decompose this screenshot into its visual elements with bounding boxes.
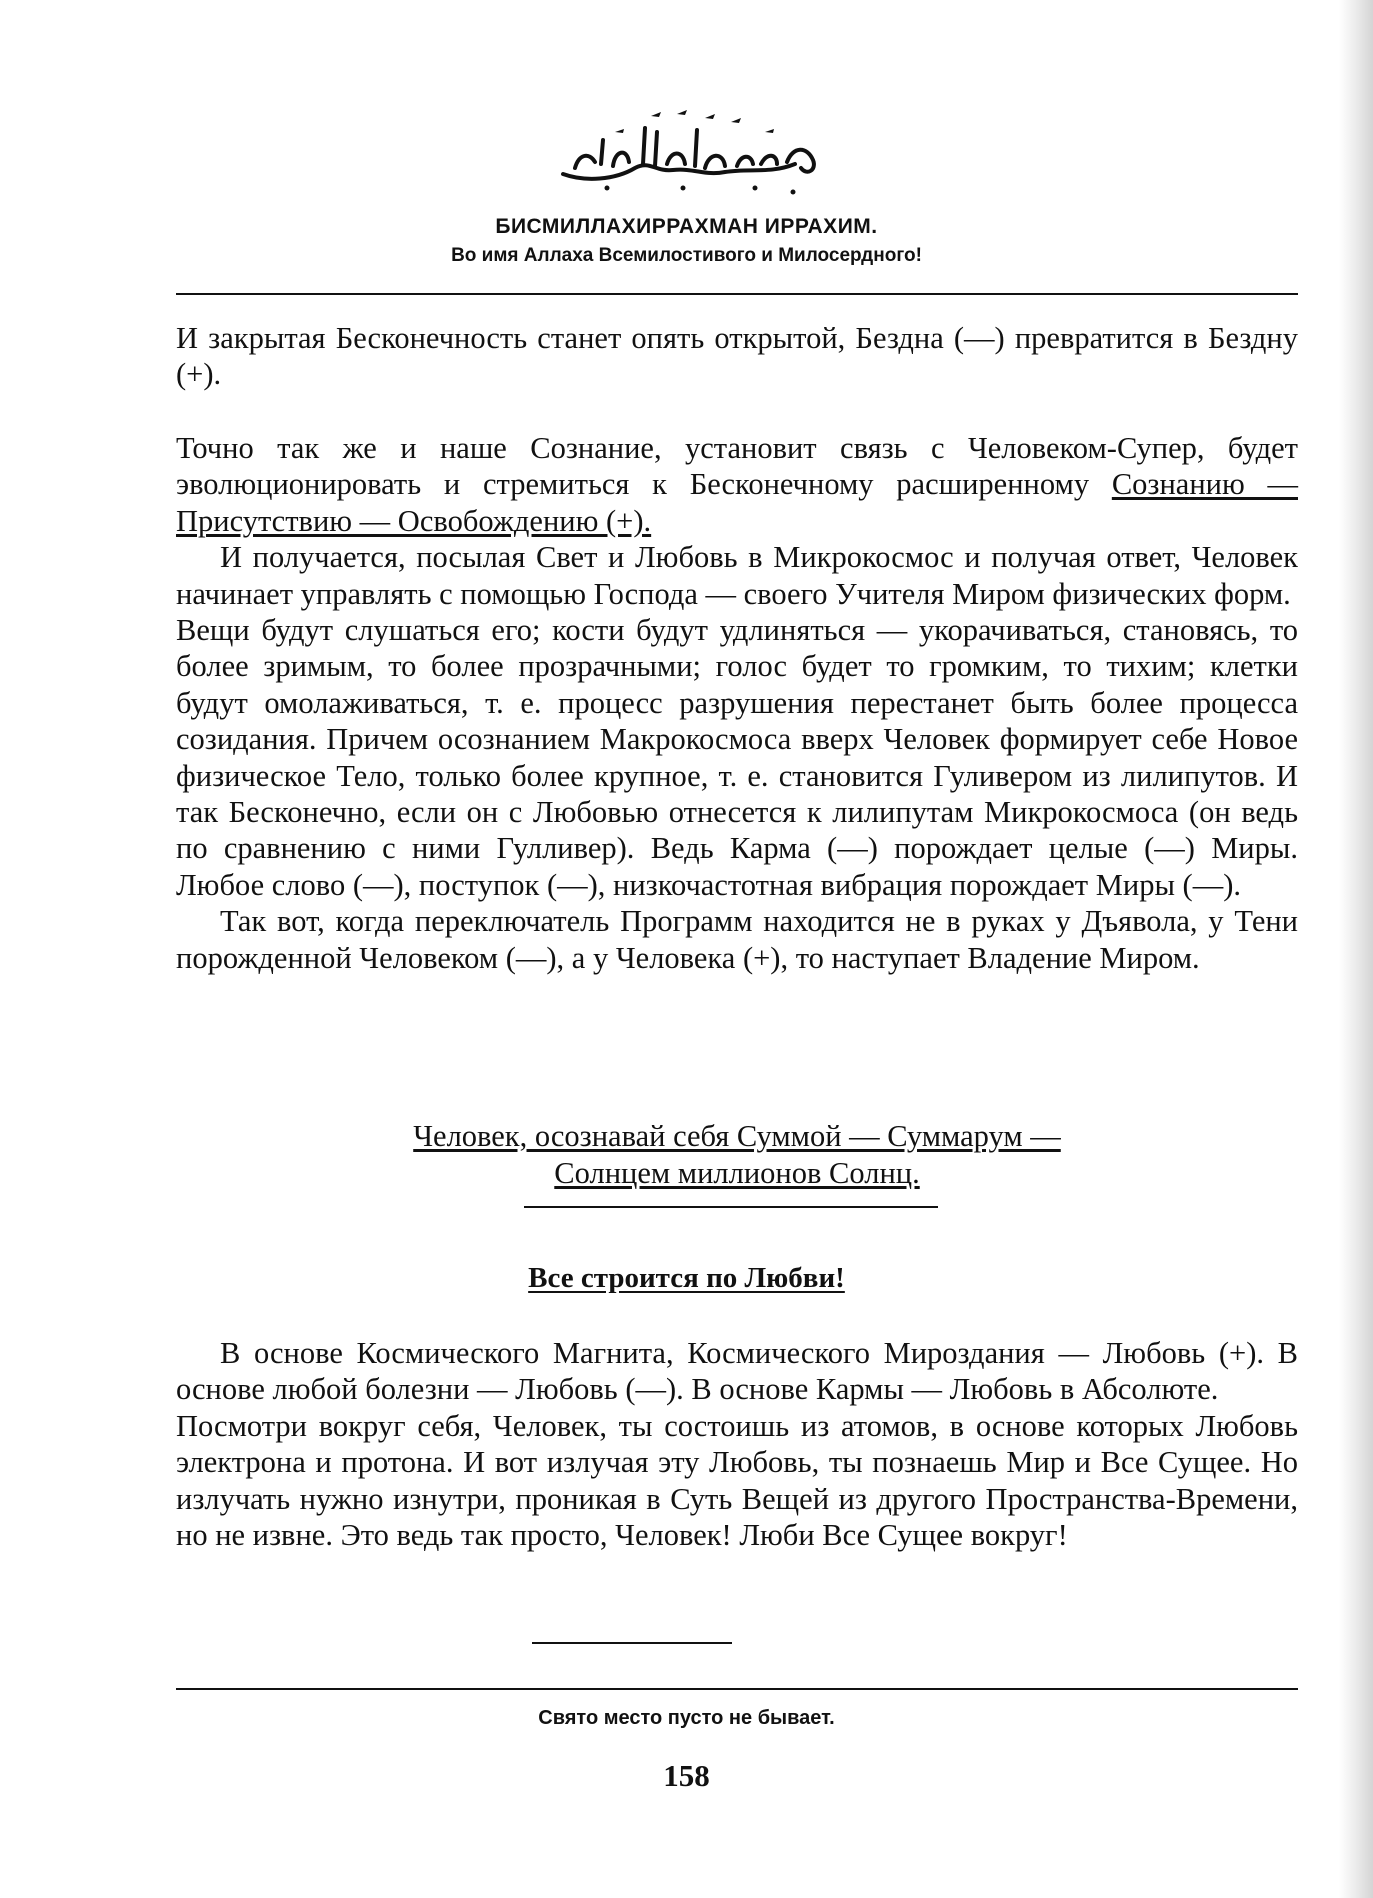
paragraph-2 xyxy=(176,430,1298,976)
basmala-calligraphy-icon xyxy=(555,102,825,202)
header-rule xyxy=(176,293,1298,295)
paragraph-plain-text: Точно так же и наше Сознание, установит связь с Человеком-Супер, будет эволюционировать и стремиться к Бесконечному расширенному xyxy=(176,431,1298,502)
section-divider xyxy=(524,1206,938,1208)
paragraph-text: И закрытая Бесконечность станет опять открытой, Бездна (—) превратится в Бездну (+). xyxy=(176,321,1298,392)
paragraph-4: Вещи будут слушаться его; кости будут удлиняться — укорачиваться, становясь, то более зримым, то более прозрачными; голос будет то громким, то тихим; клетки будут омолаживаться, т. е. процесс разрушения перестанет быть более процесса созидания. Причем осознанием Макрокосмоса вверх Человек формирует себе Новое физическое Тело, только более крупное, т. е. становится Гуливером из лилипутов. И так Бесконечно, если он с Любовью отнесется к лилипутам Микрокосмоса (он ведь по сравнению с ними Гулливер). Ведь Карма (—) порождает целые (—) Миры. Любое слово (—), поступок (—), низкочастотная вибрация порождает Миры (—). xyxy=(176,613,1298,902)
paragraph-text xyxy=(176,430,1298,539)
motto-text: Человек, осознавай себя Суммой — Суммарум — xyxy=(413,1119,1061,1153)
page-edge-shadow xyxy=(1339,0,1373,1898)
page-number: 158 xyxy=(663,1758,710,1793)
footer-rule xyxy=(176,1688,1298,1690)
header-title: БИСМИЛЛАХИРРАХМАН ИРРАХИМ. xyxy=(495,215,878,238)
section-title: Все строится по Любви! xyxy=(528,1262,845,1294)
motto-line-1 xyxy=(176,1118,1298,1154)
paragraph-3: И получается, посылая Свет и Любовь в Микрокосмос и получая ответ, Человек начинает управлять с помощью Господа — своего Учителя Миром физических форм. xyxy=(176,540,1298,611)
section-2-body xyxy=(176,1335,1298,1553)
underlined-text: Сознанию — Присутствию — Освобождению (+). xyxy=(176,467,1298,538)
end-divider xyxy=(532,1642,732,1644)
motto-line-2 xyxy=(176,1155,1298,1191)
paragraph-7: Посмотри вокруг себя, Человек, ты состоишь из атомов, в основе которых Любовь электрона и протона. И вот излучая эту Любовь, ты познаешь Мир и Все Сущее. Но излучать нужно изнутри, проникая в Суть Вещей из другого Пространства-Времени, но не извне. Это ведь так просто, Человек! Люби Все Сущее вокруг! xyxy=(176,1408,1298,1553)
header-subtitle: Во имя Аллаха Всемилостивого и Милосердного! xyxy=(451,245,922,266)
paragraph-5: Так вот, когда переключатель Программ находится не в руках у Дъявола, у Тени порожденной Человеком (—), а у Человека (+), то наступает Владение Миром. xyxy=(176,904,1298,975)
motto-text: Солнцем миллионов Солнц. xyxy=(554,1156,920,1190)
footer-note: Свято место пусто не бывает. xyxy=(538,1707,835,1729)
paragraph-1 xyxy=(176,320,1298,393)
paragraph-6: В основе Космического Магнита, Космического Мироздания — Любовь (+). В основе любой болезни — Любовь (—). В основе Кармы — Любовь в Абсолюте. xyxy=(176,1336,1298,1407)
